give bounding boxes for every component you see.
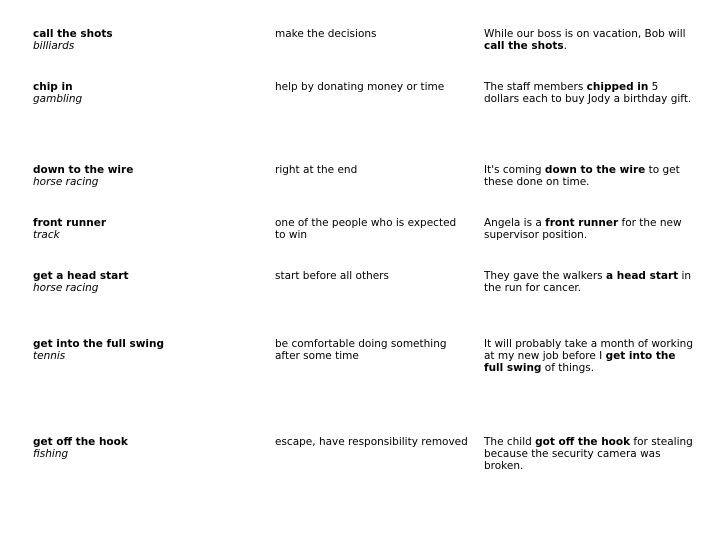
example-text: 5 dollars each to buy Jody a birthday gift. [484, 81, 692, 105]
example-idiom-highlight: a head start [606, 270, 679, 282]
example-text: in the run for cancer. [484, 270, 692, 294]
idiom-origin: track [33, 229, 60, 241]
idiom-example [484, 436, 694, 472]
example-text: . [563, 40, 567, 52]
idiom-term-cell [33, 270, 243, 294]
idiom-origin: horse racing [33, 282, 99, 294]
idiom-origin: tennis [33, 350, 66, 362]
idiom-meaning: one of the people who is expected to win [275, 217, 457, 241]
example-text: The staff members [484, 81, 587, 93]
idiom-term: down to the wire [33, 164, 134, 176]
idiom-origin: fishing [33, 448, 69, 460]
idiom-term: front runner [33, 217, 107, 229]
example-idiom-highlight: front runner [545, 217, 619, 229]
idiom-term: get off the hook [33, 436, 128, 448]
example-idiom-highlight: call the shots [484, 40, 564, 52]
idiom-example [484, 28, 694, 52]
example-idiom-highlight: chipped in [586, 81, 649, 93]
example-text: While our boss is on vacation, Bob will [484, 28, 686, 40]
idiom-term-cell [33, 81, 243, 105]
idiom-term-cell [33, 338, 243, 362]
idiom-meaning: be comfortable doing something after some time [275, 338, 447, 362]
idiom-origin: horse racing [33, 176, 99, 188]
idiom-origin: gambling [33, 93, 83, 105]
idiom-origin: billiards [33, 40, 75, 52]
example-idiom-highlight: down to the wire [544, 164, 646, 176]
idiom-example [484, 164, 694, 188]
idiom-term: get into the full swing [33, 338, 164, 350]
idiom-term-cell [33, 28, 243, 52]
idiom-term-cell [33, 217, 243, 241]
example-idiom-highlight: got off the hook [535, 436, 631, 448]
example-text: It will probably take a month of working at my new job before I [484, 338, 693, 362]
idiom-term: get a head start [33, 270, 129, 282]
idiom-example [484, 217, 694, 241]
idiom-term: chip in [33, 81, 73, 93]
example-text: Angela is a [484, 217, 546, 229]
idiom-term-cell [33, 436, 243, 460]
example-text: It's coming [484, 164, 545, 176]
example-text: for stealing because the security camera was broken. [484, 436, 693, 472]
example-text: of things. [541, 362, 595, 374]
idiom-meaning: escape, have responsibility removed [275, 436, 468, 448]
idiom-example [484, 81, 694, 105]
idiom-term: call the shots [33, 28, 113, 40]
example-text: The child [484, 436, 536, 448]
example-idiom-highlight: get into the full swing [484, 350, 676, 374]
idiom-meaning: start before all others [275, 270, 389, 282]
example-text: to get these done on time. [484, 164, 680, 188]
idiom-example [484, 338, 694, 374]
idiom-meaning: right at the end [275, 164, 358, 176]
idiom-meaning: help by donating money or time [275, 81, 445, 93]
idiom-term-cell [33, 164, 243, 188]
idiom-example [484, 270, 694, 294]
idiom-meaning: make the decisions [275, 28, 377, 40]
example-text: They gave the walkers [484, 270, 606, 282]
example-text: for the new supervisor position. [484, 217, 682, 241]
